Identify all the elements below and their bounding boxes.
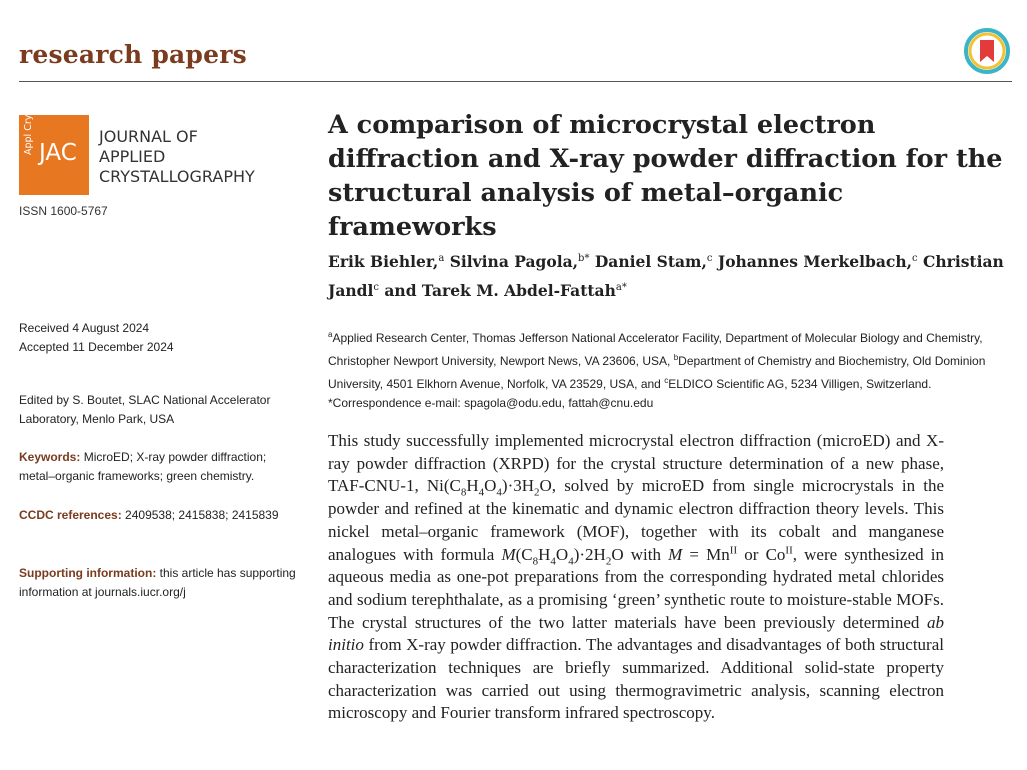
abstract: This study successfully implemented microcrystal electron diffraction (microED) and X-ray powder diffraction (XRPD) for the crystal structure determination of a new phase, TAF-CNU-1, $Ni(C_8H_4O_4)\cdot 3H_2O$, solved by microED from single microcrystals in the powder and refined at the kinematic and dynamic electron diffraction theory levels. This nickel metal–organic framework (MOF), together with its cobalt and manganese analogues with formula $M(C_8H_4O_4)\cdot 2H_2O$ with $M = Mn^{II}$ or $Co^{II}$, were synthesized in aqueous media as one-pot preparations from the corresponding hydrated metal chlorides and sodium terephthalate, as a promising ‘green’ synthetic route to moisture-stable MOFs. The crystal structures of the two latter materials have been previously determined ab initio from X-ray powder diffraction. The advantages and disadvantages of both structural characterization techniques are briefly summarized. Additional solid-state property characterization was carried out using thermogravimetric analysis, scanning electron microscopy and Fourier transform infrared spectroscopy. [328, 431, 944, 723]
supporting-label: Supporting information: [19, 566, 157, 580]
affiliation: Department of Chemistry and Biochemistry, Old Dominion University, 4501 Elkhorn Avenue, Norfolk, VA 23529, USA, and [328, 354, 986, 391]
keywords [19, 448, 301, 486]
affiliations: $^a$Applied Research Center, Thomas Jefferson National Accelerator Facility, Department of Molecular Biology and Chemistry, Christopher Newport University, Newport News, VA 23606, USA, $^b$Department of Chemistry and Biochemistry, Old Dominion University, 4501 Elkhorn Avenue, Norfolk, VA 23529, USA, and $^c$ELDICO Scientific AG, 5234 Villigen, Switzerland. *Correspondence e-mail: spagola@odu.edu, fattah@cnu.edu [328, 330, 986, 410]
author[interactable]: Daniel Stam, [594, 252, 707, 272]
keywords-label: Keywords: [19, 450, 81, 464]
article-history [19, 319, 301, 357]
editor-note: Edited by S. Boutet, SLAC National Accelerator Laboratory, Menlo Park, USA [19, 393, 271, 426]
crossmark-icon[interactable] [963, 27, 1011, 75]
journal-name: JOURNAL OF APPLIED CRYSTALLOGRAPHY [99, 127, 255, 186]
section-title: research papers [19, 40, 247, 69]
ccdc-label: CCDC references: [19, 508, 122, 522]
supporting-text[interactable]: this article has supporting information at journals.iucr.org/j [19, 566, 296, 599]
accepted-date: Accepted 11 December 2024 [19, 340, 174, 354]
article-title: A comparison of microcrystal electron diffraction and X-ray powder diffraction for the structural analysis of metal–organic frameworks [328, 110, 1003, 242]
ccdc-references [19, 506, 301, 525]
affiliation: Applied Research Center, Thomas Jefferson National Accelerator Facility, Department of Molecular Biology and Chemistry, Christopher Newport University, Newport News, VA 23606, USA, [328, 331, 983, 368]
author[interactable]: Erik Biehler, [328, 252, 439, 272]
journal-logo: Appl Cryst JAC [19, 115, 89, 195]
affiliation: ELDICO Scientific AG, 5234 Villigen, Switzerland. *Correspondence e-mail: spagola@odu.edu, fattah@cnu.edu [328, 377, 932, 410]
author[interactable]: Silvina Pagola, [449, 252, 579, 272]
keywords-text: MicroED; X-ray powder diffraction; metal–organic frameworks; green chemistry. [19, 450, 267, 483]
author[interactable]: Christian Jandl [328, 252, 1004, 301]
issn: ISSN 1600-5767 [19, 204, 108, 218]
supporting-information [19, 564, 301, 602]
ccdc-text: 2409538; 2415838; 2415839 [125, 508, 279, 522]
author-list: Erik Biehler,$^a$ Silvina Pagola,$^{b*}$ Daniel Stam,$^c$ Johannes Merkelbach,$^c$ Christian Jandl$^c$ and Tarek M. Abdel-Fattah$^{a*}$ [328, 252, 1004, 301]
author[interactable]: and Tarek M. Abdel-Fattah [384, 281, 616, 301]
header-divider [19, 81, 1012, 82]
received-date: Received 4 August 2024 [19, 321, 150, 335]
author[interactable]: Johannes Merkelbach, [717, 252, 913, 272]
